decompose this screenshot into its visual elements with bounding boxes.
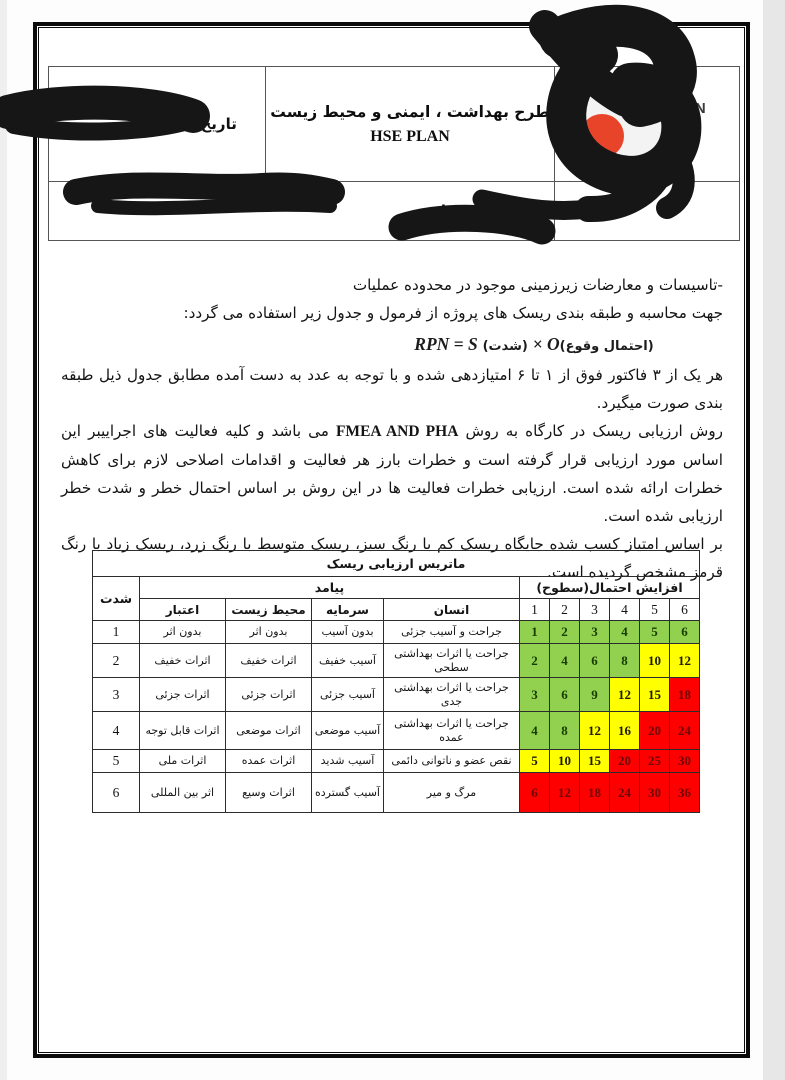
matrix-probability-level-6: 6 [670, 599, 700, 621]
matrix-risk-cell: 12 [550, 773, 580, 813]
matrix-risk-cell: 3 [580, 621, 610, 644]
paragraph-underground-utilities: -تاسیسات و معارضات زیرزمینی موجود در محدوده عملیات [352, 276, 723, 294]
matrix-risk-cell: 5 [640, 621, 670, 644]
matrix-subheader-3: انسان [384, 599, 520, 621]
matrix-consequence-cell: اثرات خفیف [226, 644, 312, 678]
hse-title-fa: طرح بهداشت ، ایمنی و محیط زیست [270, 103, 550, 121]
client-name-fragment: ان [565, 202, 583, 220]
matrix-consequence-cell: اثرات جزئی [226, 678, 312, 712]
matrix-risk-cell: 18 [670, 678, 700, 712]
matrix-consequence-cell: آسیب شدید [312, 750, 384, 773]
matrix-risk-cell: 6 [550, 678, 580, 712]
matrix-risk-cell: 4 [520, 712, 550, 750]
matrix-subheader-2: سرمایه [312, 599, 384, 621]
matrix-consequence-cell: جراحت یا اثرات بهداشتی سطحی [384, 644, 520, 678]
matrix-consequence-cell: مرگ و میر [384, 773, 520, 813]
matrix-severity-value: 5 [93, 750, 140, 773]
matrix-risk-cell: 24 [610, 773, 640, 813]
matrix-risk-cell: 16 [610, 712, 640, 750]
matrix-probability-level-3: 3 [580, 599, 610, 621]
matrix-risk-cell: 24 [670, 712, 700, 750]
matrix-risk-cell: 6 [520, 773, 550, 813]
matrix-risk-cell: 10 [640, 644, 670, 678]
matrix-risk-cell: 2 [520, 644, 550, 678]
matrix-risk-cell: 12 [670, 644, 700, 678]
matrix-consequence-cell: جراحت یا اثرات بهداشتی جدی [384, 678, 520, 712]
page-content [37, 26, 746, 1054]
matrix-risk-cell: 2 [550, 621, 580, 644]
matrix-consequence-cell: اثرات ملی [140, 750, 226, 773]
matrix-subheader-1: محیط زیست [226, 599, 312, 621]
matrix-severity-value: 2 [93, 644, 140, 678]
paragraph-scoring: هر یک از ۳ فاکتور فوق از ۱ تا ۶ امتیازدهی شده و با توجه به عدد به دست آمده مطابق جدول ذیل طبقه بندی صورت میگیرد. [61, 366, 723, 412]
matrix-consequence-cell: جراحت و آسیب جزئی [384, 621, 520, 644]
matrix-risk-cell: 12 [580, 712, 610, 750]
matrix-risk-cell: 1 [520, 621, 550, 644]
matrix-risk-cell: 15 [580, 750, 610, 773]
revision-date-cell [49, 67, 266, 182]
matrix-severity-value: 4 [93, 712, 140, 750]
rpn-formula-operator: × O [532, 334, 560, 354]
matrix-consequence-cell: نقص عضو و ناتوانی دائمی [384, 750, 520, 773]
matrix-consequence-cell: اثرات موضعی [226, 712, 312, 750]
matrix-risk-cell: 20 [640, 712, 670, 750]
matrix-risk-cell: 18 [580, 773, 610, 813]
matrix-consequence-header: پیامد [140, 577, 520, 599]
matrix-consequence-cell: آسیب خفیف [312, 644, 384, 678]
paragraph-color-legend: بر اساس امتیاز کسب شده جایگاه ریسک کم با رنگ سبز، ریسک متوسط با رنگ زرد، ریسک زیاد با رنگ قرمز مشخص گردیده است. [61, 535, 723, 581]
matrix-consequence-cell: بدون اثر [140, 621, 226, 644]
matrix-risk-cell: 30 [670, 750, 700, 773]
matrix-severity-value: 3 [93, 678, 140, 712]
header-table [48, 66, 740, 241]
matrix-consequence-cell: اثر بین المللی [140, 773, 226, 813]
matrix-severity-value: 1 [93, 621, 140, 644]
risk-matrix-table [92, 550, 700, 813]
matrix-risk-cell: 6 [580, 644, 610, 678]
client-name-cell [555, 182, 740, 241]
matrix-severity-value: 6 [93, 773, 140, 813]
matrix-risk-cell: 5 [520, 750, 550, 773]
body-text [61, 271, 723, 586]
matrix-consequence-cell: اثرات خفیف [140, 644, 226, 678]
matrix-consequence-cell: بدون اثر [226, 621, 312, 644]
matrix-risk-cell: 8 [550, 712, 580, 750]
matrix-probability-level-4: 4 [610, 599, 640, 621]
fmea-pha-term: FMEA AND PHA [335, 423, 459, 440]
logo-text-fragment: AN [684, 100, 706, 117]
rpn-formula [61, 327, 723, 361]
matrix-risk-cell: 10 [550, 750, 580, 773]
matrix-risk-cell: 4 [550, 644, 580, 678]
matrix-risk-cell: 9 [580, 678, 610, 712]
matrix-risk-cell: 8 [610, 644, 640, 678]
matrix-consequence-cell: آسیب جزئی [312, 678, 384, 712]
project-title-cell [49, 182, 555, 241]
hse-title-cell [266, 67, 555, 182]
matrix-probability-level-5: 5 [640, 599, 670, 621]
page-left-edge [0, 0, 7, 1080]
matrix-risk-cell: 15 [640, 678, 670, 712]
matrix-consequence-cell: آسیب گسترده [312, 773, 384, 813]
company-logo-cell [555, 67, 740, 182]
page-right-edge [763, 0, 785, 1080]
project-title-label: عنوان پروژه: ا [440, 202, 548, 220]
matrix-consequence-cell: اثرات جزئی [140, 678, 226, 712]
revision-date-label: تاریخ تدوین: ۳ [132, 115, 237, 133]
matrix-title: ماتریس ارزیابی ریسک [93, 551, 700, 577]
rpn-formula-lhs: RPN = S [414, 334, 478, 354]
matrix-consequence-cell: اثرات قابل توجه [140, 712, 226, 750]
matrix-severity-header: شدت [93, 577, 140, 621]
matrix-subheader-0: اعتبار [140, 599, 226, 621]
matrix-risk-cell: 3 [520, 678, 550, 712]
matrix-consequence-cell: اثرات وسیع [226, 773, 312, 813]
matrix-risk-cell: 36 [670, 773, 700, 813]
matrix-risk-cell: 6 [670, 621, 700, 644]
rpn-formula-occurrence-term: (احتمال وقوع) [559, 339, 654, 354]
rpn-formula-severity-term: (شدت) [482, 339, 528, 354]
matrix-risk-cell: 4 [610, 621, 640, 644]
matrix-risk-cell: 20 [610, 750, 640, 773]
matrix-risk-cell: 30 [640, 773, 670, 813]
matrix-consequence-cell: جراحت یا اثرات بهداشتی عمده [384, 712, 520, 750]
paragraph-method: روش ارزیابی ریسک در کارگاه به روش FMEA AND PHA می باشد و کلیه فعالیت های اجراییبر این اساس مورد ارزیابی قرار گرفته است و خطرات بارز هر فعالیت و اقدامات اصلاحی لازم برای کاهش خطرات ارائه شده است. ارزیابی خطرات فعالیت ها در این روش بر اساس احتمال خطر و شدت خطر ارزیابی شده است. [61, 422, 724, 525]
matrix-probability-header: افزایش احتمال(سطوح) [520, 577, 700, 599]
hse-title-en: HSE PLAN [370, 128, 450, 145]
matrix-consequence-cell: بدون آسیب [312, 621, 384, 644]
matrix-risk-cell: 12 [610, 678, 640, 712]
matrix-consequence-cell: آسیب موضعی [312, 712, 384, 750]
matrix-consequence-cell: اثرات عمده [226, 750, 312, 773]
matrix-risk-cell: 25 [640, 750, 670, 773]
matrix-probability-level-1: 1 [520, 599, 550, 621]
page-frame [33, 22, 750, 1058]
matrix-probability-level-2: 2 [550, 599, 580, 621]
paragraph-formula-intro: جهت محاسبه و طبقه بندی ریسک های پروژه از فرمول و جدول زیر استفاده می گردد: [183, 304, 723, 322]
